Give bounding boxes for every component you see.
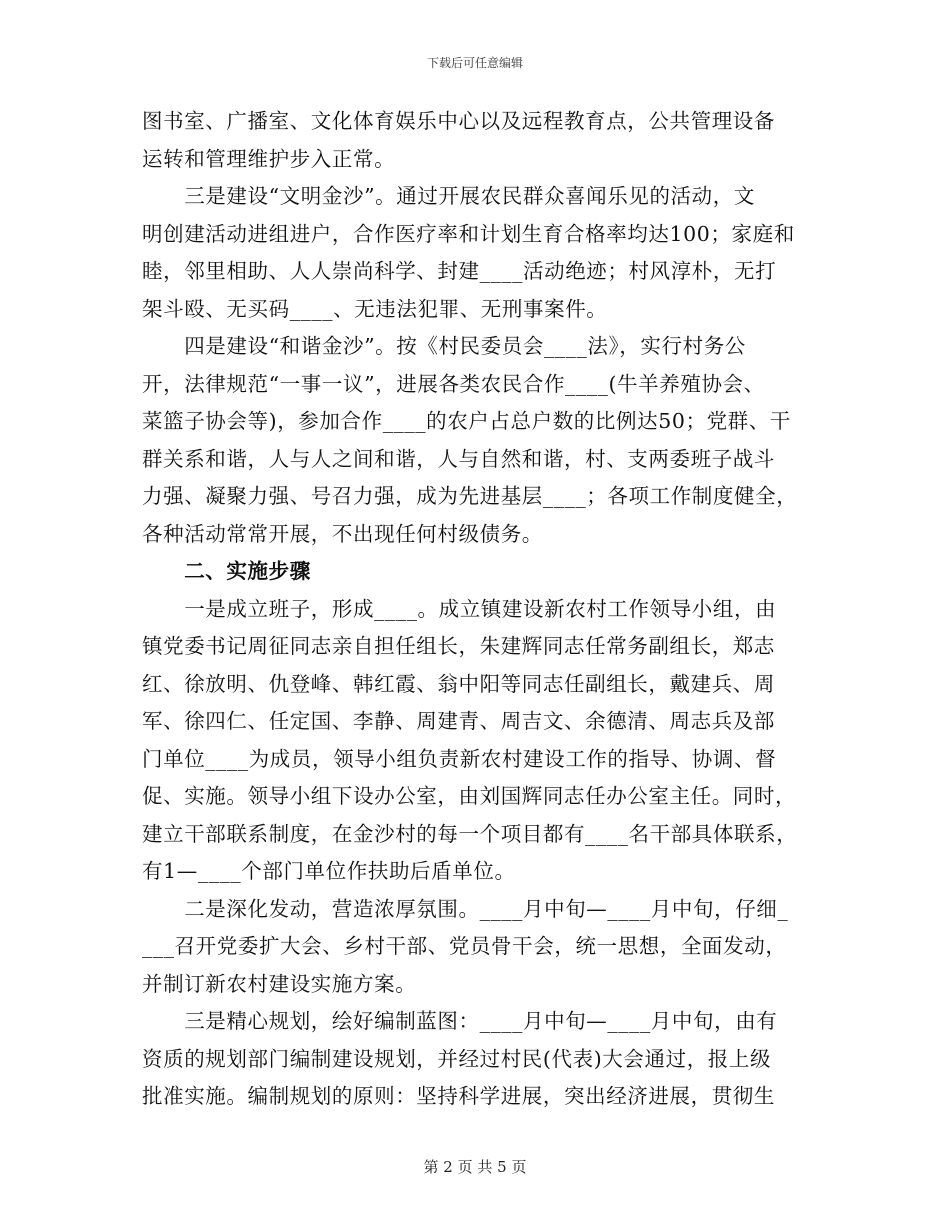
text-line: 三是精心规划，绘好编制蓝图：____月中旬—____月中旬，由有 (142, 1009, 778, 1033)
text-line: 各种活动常常开展，不出现任何村级债务。 (142, 521, 543, 546)
page-header: 下载后可任意编辑 (426, 56, 523, 70)
text-line: 四是建设“和谐金沙”。按《村民委员会____法》，实行村务公 (142, 334, 746, 358)
text-line: 运转和管理维护步入正常。 (142, 146, 396, 171)
text-line: 有1—____个部门单位作扶助后盾单位。 (142, 859, 516, 883)
document-body (142, 103, 810, 1116)
text-line: ___召开党委扩大会、乡村干部、党员骨干会，统一思想，全面发动， (142, 934, 787, 958)
text-line: 明创建活动进组进户，合作医疗率和计划生育合格率均达100；家庭和 (142, 221, 795, 246)
text-line: 红、徐放明、仇登峰、韩红霞、翁中阳等同志任副组长，戴建兵、周 (142, 671, 775, 696)
text-line: 促、实施。领导小组下设办公室，由刘国辉同志任办公室主任。同时， (142, 784, 797, 808)
text-line: 门单位____为成员，领导小组负责新农村建设工作的指导、协调、督 (142, 746, 777, 771)
text-line: 资质的规划部门编制建设规划，并经过村民(代表)大会通过，报上级 (142, 1046, 772, 1071)
text-line: 二是深化发动，营造浓厚氛围。____月中旬—____月中旬，仔细_ (142, 896, 789, 921)
text-line: 并制订新农村建设实施方案。 (142, 971, 417, 996)
text-line: 军、徐四仁、任定国、李静、周建青、周吉文、余德清、周志兵及部 (142, 709, 775, 733)
page-footer: 第 2 页 共 5 页 (423, 1158, 527, 1176)
text-line: 力强、凝聚力强、号召力强，成为先进基层____；各项工作制度健全， (142, 484, 798, 508)
text-line: 镇党委书记周征同志亲自担任组长，朱建辉同志任常务副组长，郑志 (142, 634, 775, 658)
text-line: 开，法律规范“一事一议”，进展各类农民合作____(牛羊养殖协会、 (142, 371, 765, 396)
text-line: 批准实施。编制规划的原则：坚持科学进展，突出经济进展，贯彻生 (142, 1084, 775, 1108)
text-line: 建立干部联系制度，在金沙村的每一个项目都有____名干部具体联系， (142, 821, 798, 846)
text-line: 三是建设“文明金沙”。通过开展农民群众喜闻乐见的活动，文 (142, 184, 755, 208)
text-line: 图书室、广播室、文化体育娱乐中心以及远程教育点，公共管理设备 (142, 109, 775, 133)
section-heading: 二、实施步骤 (142, 559, 311, 583)
text-line: 群关系和谐，人与人之间和谐，人与自然和谐，村、支两委班子战斗 (142, 446, 775, 471)
text-line: 睦，邻里相助、人人崇尚科学、封建____活动绝迹；村风淳朴，无打 (142, 259, 777, 283)
text-line: 一是成立班子，形成____。成立镇建设新农村工作领导小组，由 (142, 596, 777, 621)
text-line: 菜篮子协会等)，参加合作____的农户占总户数的比例达50；党群、干 (142, 409, 791, 433)
text-line: 架斗殴、无买码____、无违法犯罪、无刑事案件。 (142, 296, 608, 321)
